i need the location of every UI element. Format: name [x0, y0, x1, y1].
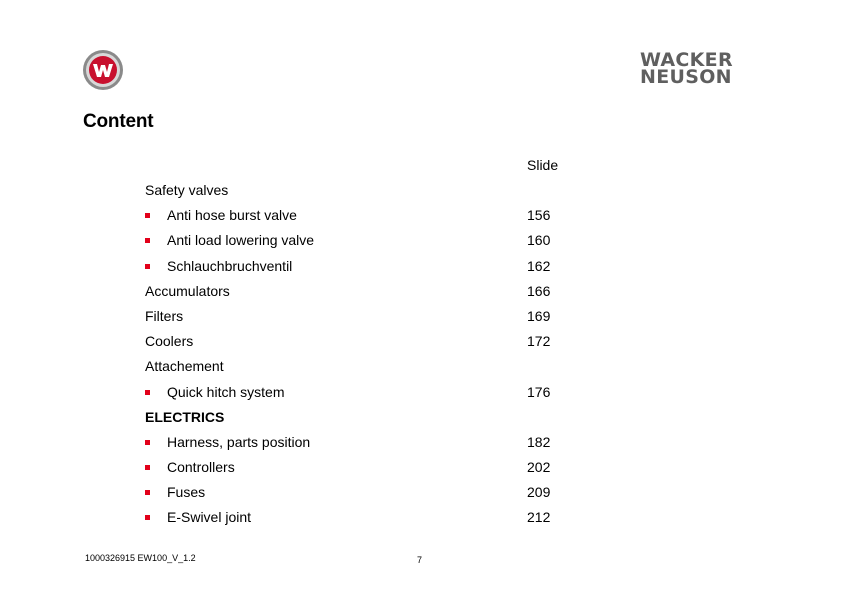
toc-row [0, 404, 842, 429]
toc-row [0, 303, 842, 328]
toc-label: Anti load lowering valve [167, 232, 315, 249]
bullet-icon [145, 515, 150, 520]
toc-row [0, 454, 842, 479]
toc-slide-number: 202 [527, 459, 551, 476]
toc-slide-number: 156 [527, 207, 551, 224]
toc-row [0, 328, 842, 353]
bullet-icon [145, 390, 150, 395]
toc-slide-number: 162 [527, 257, 551, 274]
toc-label: Accumulators [145, 282, 230, 299]
toc-label: Schlauchbruchventil [167, 257, 293, 274]
toc-slide-number: 166 [527, 282, 551, 299]
bullet-icon [145, 490, 150, 495]
bullet-icon [145, 238, 150, 243]
toc-label: ELECTRICS [145, 408, 225, 425]
toc-slide-number: 182 [527, 433, 551, 450]
bullet-icon [145, 213, 150, 218]
toc-row [0, 353, 842, 378]
toc-slide-number: 209 [527, 484, 551, 501]
toc-slide-number: 212 [527, 509, 551, 526]
brand-logo-line-2: NEUSON [640, 66, 732, 88]
table-of-contents [0, 177, 842, 530]
toc-row [0, 253, 842, 278]
bullet-icon [145, 264, 150, 269]
toc-label: Safety valves [145, 182, 229, 198]
document-id: 1000326915 EW100_V_1.2 [85, 553, 196, 563]
toc-row [0, 177, 842, 202]
toc-row [0, 227, 842, 252]
wacker-w-logo-icon [82, 49, 124, 91]
toc-row [0, 278, 842, 303]
toc-label: Attachement [145, 358, 224, 375]
toc-label: Harness, parts position [167, 433, 311, 450]
page-title: Content [83, 111, 154, 132]
page-number: 7 [417, 555, 423, 565]
toc-slide-number: 169 [527, 307, 551, 324]
toc-label: Filters [145, 307, 184, 324]
bullet-icon [145, 440, 150, 445]
toc-row [0, 504, 842, 529]
brand-logo [640, 49, 770, 88]
toc-slide-number: 176 [527, 383, 551, 400]
brand-logo-line-1: WACKER [640, 49, 733, 71]
toc-label: Quick hitch system [167, 383, 285, 400]
toc-row [0, 479, 842, 504]
toc-row [0, 379, 842, 404]
toc-label: Coolers [145, 333, 194, 350]
toc-label: Anti hose burst valve [167, 207, 297, 224]
slide-column-header: Slide [527, 157, 559, 173]
toc-slide-number: 160 [527, 232, 551, 249]
toc-label: Fuses [167, 484, 206, 501]
toc-label: Controllers [167, 459, 235, 476]
bullet-icon [145, 465, 150, 470]
toc-row [0, 202, 842, 227]
toc-slide-number: 172 [527, 333, 551, 350]
toc-row [0, 429, 842, 454]
toc-label: E-Swivel joint [167, 509, 252, 526]
